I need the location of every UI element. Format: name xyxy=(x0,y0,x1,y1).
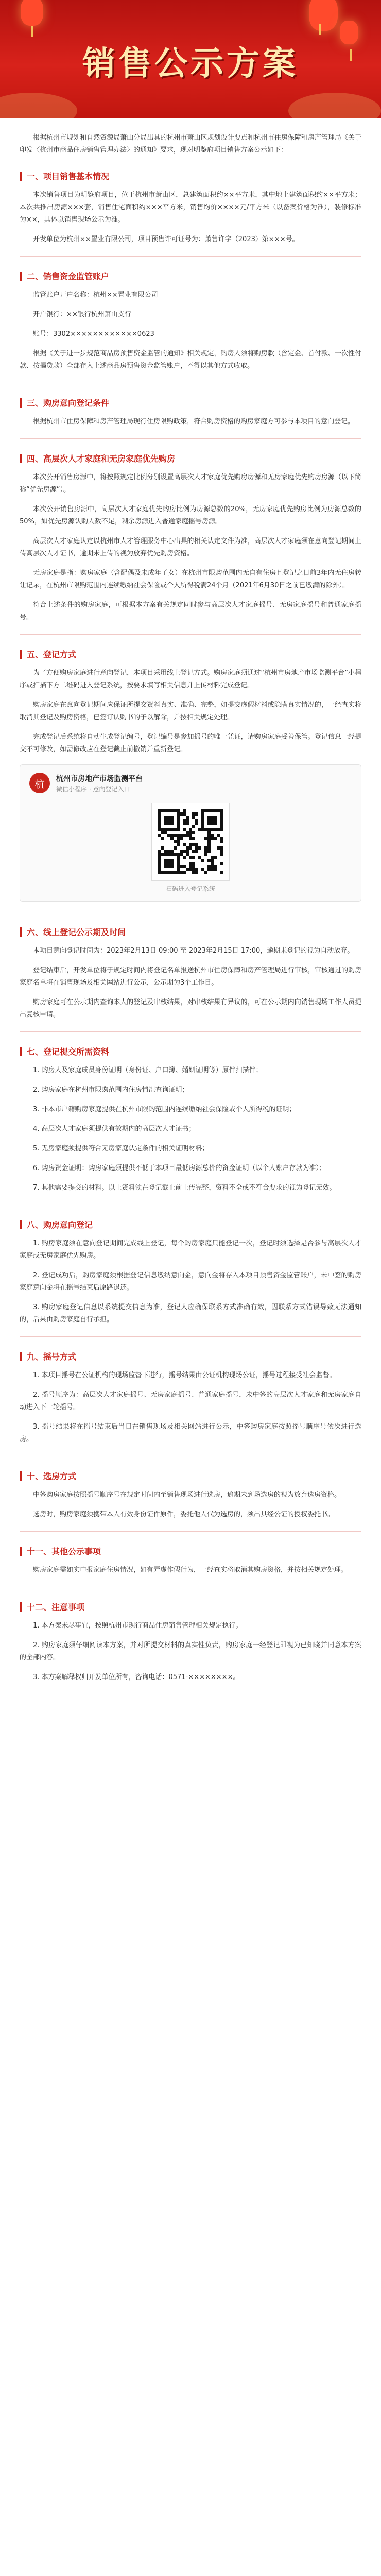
section-paragraph: 本项目意向登记时间为：2023年2月13日 09:00 至 2023年2月15日 17:00，逾期未登记的视为自动放弃。 xyxy=(33,947,354,955)
section-heading xyxy=(20,926,361,938)
section-title: 三、购房意向登记条件 xyxy=(27,398,110,408)
section-paragraph: 购房家庭在意向登记期间应保证所提交资料真实、准确、完整，如提交虚假材料或隐瞒真实情况的，一经查实将取消其登记及购房资格，已签订认购书的予以解除，并按相关规定处理。 xyxy=(20,701,361,721)
section-paragraph: 1. 购房人及家庭成员身份证明（身份证、户口簿、婚姻证明等）原件扫描件； xyxy=(33,1066,263,1074)
lantern-icon xyxy=(21,0,43,26)
section-heading xyxy=(20,1545,361,1557)
section-paragraph: 2. 购房家庭在杭州市限购范围内住房情况查询证明； xyxy=(33,1086,189,1094)
section-paragraph: 2. 登记成功后，购房家庭须根据登记信息缴纳意向金，意向金将存入本项目预售资金监管账户，未中签的购房家庭意向金将在摇号结束后原路退还。 xyxy=(20,1272,361,1292)
header-banner xyxy=(0,0,381,118)
section-paragraph: 7. 其他需要提交的材料。以上资料须在登记截止前上传完整，资料不全或不符合要求的视为登记无效。 xyxy=(33,1184,336,1192)
section-heading xyxy=(20,648,361,660)
section-marker-icon xyxy=(20,272,22,281)
section-paragraph: 本次公开销售房源中，高层次人才家庭优先购房比例为房源总数的20%，无房家庭优先购房比例为房源总数的50%，如优先房源认购人数不足，剩余房源进入普通家庭摇号房源。 xyxy=(20,505,361,526)
lantern-icon xyxy=(309,0,338,31)
cloud-decoration xyxy=(288,93,381,118)
section-heading xyxy=(20,1045,361,1057)
section-marker-icon xyxy=(20,1602,22,1612)
article-body xyxy=(0,118,381,1694)
miniprogram-name: 杭州市房地产市场监测平台 xyxy=(56,774,143,783)
qr-code-icon[interactable] xyxy=(151,803,230,881)
section-heading xyxy=(20,1218,361,1230)
section-paragraph: 2. 摇号顺序为：高层次人才家庭摇号、无房家庭摇号、普通家庭摇号，未中签的高层次人才家庭和无房家庭自动进入下一轮摇号。 xyxy=(20,1391,361,1411)
section-heading xyxy=(20,1601,361,1613)
section-paragraph: 购房家庭需如实申报家庭住房情况，如有弄虚作假行为，一经查实将取消其购房资格，并按相关规定处理。 xyxy=(33,1566,348,1574)
miniprogram-card[interactable] xyxy=(20,764,361,902)
section-paragraph: 选房时，购房家庭须携带本人有效身份证件原件，委托他人代为选房的，须出具经公证的授权委托书。 xyxy=(33,1511,335,1518)
section-title: 八、购房意向登记 xyxy=(27,1220,93,1230)
section-paragraph: 本次销售项目为明鉴府项目，位于杭州市萧山区，总建筑面积约××平方米，其中地上建筑面积约××平方米；本次共推出房源×××套，销售住宅面积约×××平方米，销售均价××××元/平方米（以备案价格为准），装修标准为××，具体以销售现场公示为准。 xyxy=(20,191,361,224)
section-paragraph: 中签购房家庭按照摇号顺序号在规定时间内至销售现场进行选房，逾期未到场选房的视为放弃选房资格。 xyxy=(33,1491,341,1499)
section-paragraph: 根据《关于进一步规范商品房预售资金监管的通知》相关规定，购房人须将购房款（含定金、首付款、一次性付款、按揭贷款）全部存入上述商品房预售资金监管账户，不得以其他方式收取。 xyxy=(20,350,361,370)
section-heading xyxy=(20,397,361,409)
section-marker-icon xyxy=(20,650,22,659)
section-marker-icon xyxy=(20,172,22,181)
section-paragraph: 开户银行：××银行杭州萧山支行 xyxy=(33,311,131,318)
section-marker-icon xyxy=(20,454,22,463)
section-title: 五、登记方式 xyxy=(27,650,77,659)
miniprogram-sub: 微信小程序 · 意向登记入口 xyxy=(56,785,130,793)
section-heading xyxy=(20,452,361,464)
section-title: 二、销售资金监管账户 xyxy=(27,272,110,281)
miniprogram-logo-icon: 杭 xyxy=(29,773,50,793)
section-marker-icon xyxy=(20,927,22,937)
section-paragraph: 无房家庭是指：购房家庭（含配偶及未成年子女）在杭州市限购范围内无自有住房且登记之日前3年内无住房转让记录，在杭州市限购范围内连续缴纳社会保险或个人所得税满24个月（2021年6月30日之前已缴满的除外）。 xyxy=(20,569,361,589)
section-marker-icon xyxy=(20,1352,22,1361)
section-marker-icon xyxy=(20,1471,22,1481)
section-paragraph: 2. 购房家庭须仔细阅读本方案，并对所提交材料的真实性负责，购房家庭一经登记即视为已知晓并同意本方案的全部内容。 xyxy=(20,1641,361,1662)
section-paragraph: 符合上述条件的购房家庭，可根据本方案有关规定同时参与高层次人才家庭摇号、无房家庭摇号和普通家庭摇号。 xyxy=(20,601,361,621)
miniprogram-info xyxy=(56,773,143,793)
section-paragraph: 3. 购房家庭登记信息以系统提交信息为准，登记人应确保联系方式准确有效，因联系方式错误导致无法通知的，后果由购房家庭自行承担。 xyxy=(20,1303,361,1324)
section-paragraph: 1. 本项目摇号在公证机构的现场监督下进行，摇号结果由公证机构现场公证，摇号过程接受社会监督。 xyxy=(33,1371,336,1379)
section-paragraph: 开发单位为杭州××置业有限公司，项目预售许可证号为：萧售许字（2023）第×××号。 xyxy=(33,235,299,243)
section-divider xyxy=(20,1531,361,1532)
section-paragraph: 3. 非本市户籍购房家庭提供在杭州市限购范围内连续缴纳社会保险或个人所得税的证明； xyxy=(33,1106,296,1113)
section-title: 四、高层次人才家庭和无房家庭优先购房 xyxy=(27,454,176,464)
section-marker-icon xyxy=(20,1047,22,1056)
section-title: 九、摇号方式 xyxy=(27,1352,77,1362)
section-paragraph: 本次公开销售房源中，将按照规定比例分别设置高层次人才家庭优先购房房源和无房家庭优先购房房源（以下简称“优先房源”）。 xyxy=(20,473,361,494)
section-paragraph: 6. 购房资金证明：购房家庭须提供不低于本项目最低房源总价的资金证明（以个人账户存款为准）； xyxy=(33,1164,326,1172)
section-paragraph: 1. 本方案未尽事宜，按照杭州市现行商品住房销售管理相关规定执行。 xyxy=(33,1622,243,1630)
section-paragraph: 1. 购房家庭须在意向登记期间完成线上登记，每个购房家庭只能登记一次，登记时须选择是否参与高层次人才家庭或无房家庭优先购房。 xyxy=(20,1240,361,1260)
section-paragraph: 账号：3302××××××××××××0623 xyxy=(33,330,154,338)
section-paragraph: 5. 无房家庭须提供符合无房家庭认定条件的相关证明材料； xyxy=(33,1145,209,1153)
section-paragraph: 根据杭州市住房保障和房产管理局现行住房限购政策，符合购房资格的购房家庭方可参与本项目的意向登记。 xyxy=(33,418,355,426)
section-marker-icon xyxy=(20,1547,22,1556)
section-paragraph: 3. 摇号结果将在摇号结束后当日在销售现场及相关网站进行公示，中签购房家庭按照摇号顺序号依次进行选房。 xyxy=(20,1423,361,1443)
section-divider xyxy=(20,438,361,439)
qr-label: 扫码进入登记系统 xyxy=(165,885,215,892)
section-heading xyxy=(20,270,361,282)
section-paragraph: 购房家庭可在公示期内查询本人的登记及审核结果，对审核结果有异议的，可在公示期内向销售现场工作人员提出复核申请。 xyxy=(20,998,361,1019)
section-title: 十、选房方式 xyxy=(27,1471,77,1481)
section-title: 十二、注意事项 xyxy=(27,1602,85,1612)
intro-paragraph: 根据杭州市规划和自然资源局萧山分局出具的杭州市萧山区规划设计要点和杭州市住房保障和房产管理局《关于印发〈杭州市商品住房销售管理办法〉的通知》要求，现对明鉴府项目销售方案公示如下： xyxy=(20,134,361,154)
section-paragraph: 为了方便购房家庭进行意向登记，本项目采用线上登记方式。购房家庭须通过“杭州市房地产市场监测平台”小程序或扫描下方二维码进入登记系统，按要求填写相关信息并上传材料完成登记。 xyxy=(20,669,361,689)
section-marker-icon xyxy=(20,398,22,408)
section-divider xyxy=(20,256,361,257)
sections-container xyxy=(20,170,361,1694)
section-divider xyxy=(20,634,361,635)
section-heading xyxy=(20,1470,361,1482)
section-title: 六、线上登记公示期及时间 xyxy=(27,927,126,937)
page-title: 销售公示方案 xyxy=(82,44,299,83)
section-paragraph: 监管账户开户名称：杭州××置业有限公司 xyxy=(33,291,158,299)
section-divider xyxy=(20,1031,361,1032)
section-paragraph: 完成登记后系统将自动生成登记编号，登记编号是参加摇号的唯一凭证，请购房家庭妥善保管。登记信息一经提交不可修改，如需修改应在登记截止前撤销并重新登记。 xyxy=(20,733,361,753)
section-title: 十一、其他公示事项 xyxy=(27,1547,101,1556)
section-paragraph: 高层次人才家庭认定以杭州市人才管理服务中心出具的相关认定文件为准，高层次人才家庭须在意向登记期间上传高层次人才证书，逾期未上传的视为放弃优先购房资格。 xyxy=(20,537,361,557)
section-title: 七、登记提交所需资料 xyxy=(27,1047,110,1057)
section-heading xyxy=(20,170,361,182)
section-paragraph: 4. 高层次人才家庭须提供有效期内的高层次人才证书； xyxy=(33,1125,196,1133)
cloud-decoration xyxy=(0,93,77,118)
section-divider xyxy=(20,1336,361,1337)
section-marker-icon xyxy=(20,1220,22,1229)
section-paragraph: 3. 本方案解释权归开发单位所有，咨询电话：0571-××××××××。 xyxy=(33,1673,240,1681)
section-title: 一、项目销售基本情况 xyxy=(27,172,110,181)
miniprogram-header xyxy=(29,773,352,793)
section-heading xyxy=(20,1350,361,1362)
section-paragraph: 登记结束后，开发单位将于规定时间内将登记名单报送杭州市住房保障和房产管理局进行审核，审核通过的购房家庭名单将在销售现场及相关网站进行公示，公示期为3个工作日。 xyxy=(20,967,361,987)
